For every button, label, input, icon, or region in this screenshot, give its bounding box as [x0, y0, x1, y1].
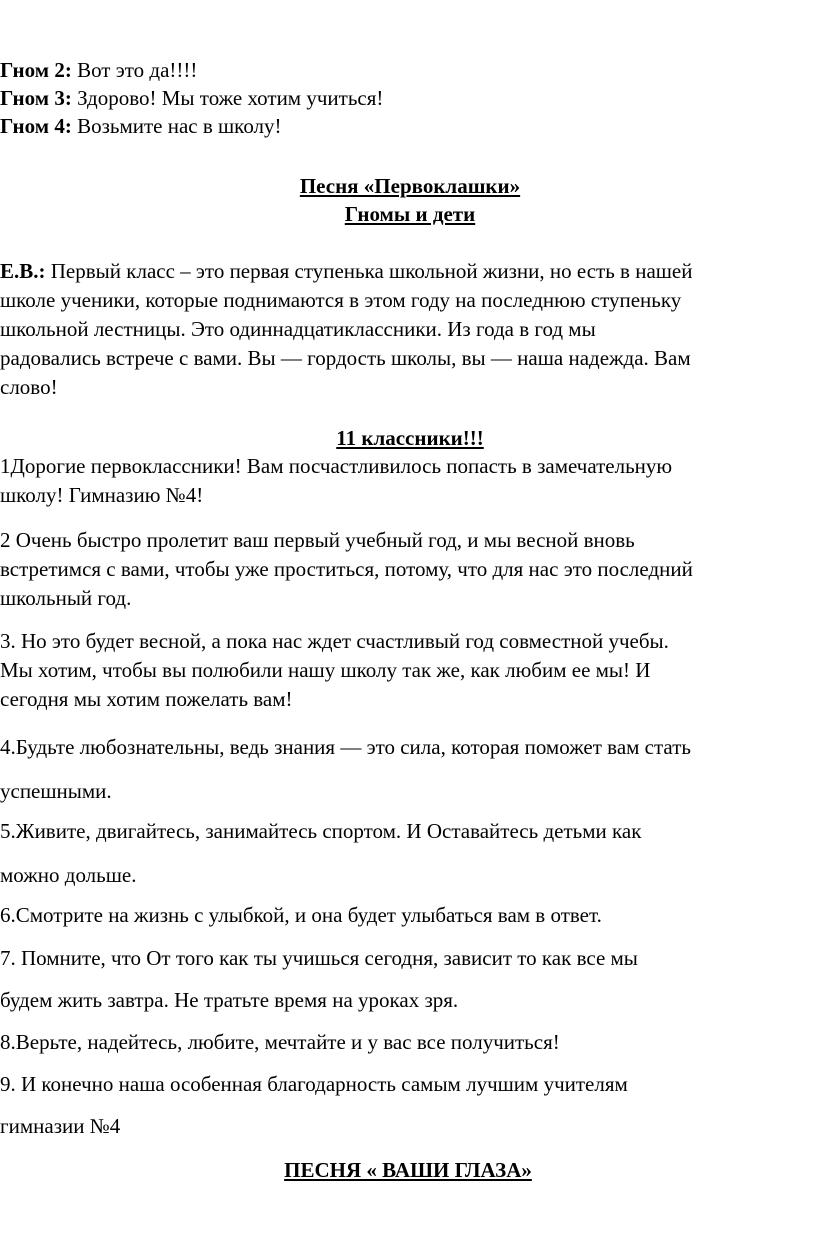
- ev-line: [0, 257, 812, 286]
- paragraph-line: школу! Гимназию №4!: [0, 483, 204, 507]
- paragraph-3: [0, 627, 812, 714]
- wish-line: 5.Живите, двигайтесь, занимайтесь спортом. И Оставайтесь детьми как: [0, 819, 642, 843]
- dialogue-line: [0, 56, 197, 84]
- paragraph-line: школьный год.: [0, 586, 132, 610]
- dialogue-text: Возьмите нас в школу!: [71, 114, 282, 138]
- song-subtitle: Гномы и дети: [344, 202, 476, 226]
- wish-line: 4.Будьте любознательны, ведь знания — это сила, которая поможет вам стать: [0, 735, 691, 759]
- ev-text: Первый класс – это первая ступенька школьной жизни, но есть в нашей: [45, 259, 693, 283]
- ev-line: радовались встрече с вами. Вы — гордость школы, вы — наша надежда. Вам: [0, 346, 691, 370]
- dialogue-line: [0, 84, 383, 112]
- song-title: Песня «Первоклашки»: [299, 174, 521, 198]
- paragraph-line: Мы хотим, чтобы вы полюбили нашу школу так же, как любим ее мы! И: [0, 658, 651, 682]
- section-title: 11 классники!!!: [336, 426, 484, 450]
- wish-line: 9. И конечно наша особенная благодарность самым лучшим учителям: [0, 1072, 628, 1096]
- paragraph-1: [0, 452, 812, 510]
- paragraph-line: встретимся с вами, чтобы уже проститься, потому, что для нас это последний: [0, 557, 693, 581]
- speaker-label: Е.В.:: [0, 259, 46, 283]
- paragraph-2: [0, 526, 812, 613]
- ev-line: школьной лестницы. Это одиннадцатиклассники. Из года в год мы: [0, 317, 596, 341]
- paragraph-line: 2 Очень быстро пролетит ваш первый учебный год, и мы весной вновь: [0, 528, 635, 552]
- ev-line: школе ученики, которые поднимаются в этом году на последнюю ступеньку: [0, 288, 682, 312]
- dialogue-line: [0, 112, 282, 140]
- wish-line: 8.Верьте, надейтесь, любите, мечтайте и у вас все получиться!: [0, 1030, 560, 1054]
- wish-line: успешными.: [0, 779, 112, 803]
- wish-line: гимназии №4: [0, 1114, 121, 1138]
- paragraph-line: 1Дорогие первоклассники! Вам посчастливилось попасть в замечательную: [0, 454, 673, 478]
- wish-line: можно дольше.: [0, 863, 137, 887]
- dialogue-text: Вот это да!!!!: [71, 58, 198, 82]
- paragraph-line: 3. Но это будет весной, а пока нас ждет счастливый год совместной учебы.: [0, 629, 669, 653]
- wish-line: 6.Смотрите на жизнь с улыбкой, и она будет улыбаться вам в ответ.: [0, 903, 602, 927]
- paragraph-line: сегодня мы хотим пожелать вам!: [0, 687, 293, 711]
- song2-title: ПЕСНЯ « ВАШИ ГЛАЗА»: [284, 1158, 532, 1182]
- speaker-label: Гном 2:: [0, 58, 72, 82]
- wish-line: будем жить завтра. Не тратьте время на уроках зря.: [0, 988, 459, 1012]
- ev-line: слово!: [0, 375, 58, 399]
- dialogue-text: Здорово! Мы тоже хотим учиться!: [71, 86, 384, 110]
- speaker-label: Гном 3:: [0, 86, 72, 110]
- wish-line: 7. Помните, что От того как ты учишься сегодня, зависит то как все мы: [0, 946, 638, 970]
- ev-paragraph: [0, 257, 812, 402]
- speaker-label: Гном 4:: [0, 114, 72, 138]
